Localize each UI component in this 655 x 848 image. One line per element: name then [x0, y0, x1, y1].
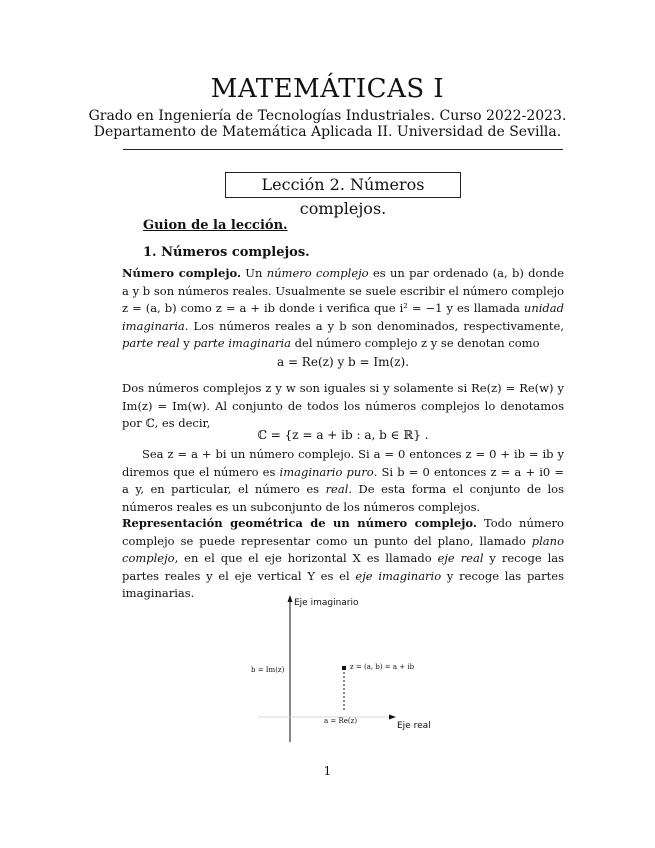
- text-run: , en el que el eje horizontal X es llamado: [174, 551, 438, 566]
- text-run: . Si b = 0 entonces z = a + i0 = a y, en particular, el número es: [122, 464, 565, 497]
- equation-re-im: a = Re(z) y b = Im(z).: [276, 355, 410, 369]
- emph-run: real: [325, 482, 349, 497]
- paragraph-equality: Dos números complejos z y w son iguales si y solamente si Re(z) = Re(w) y Im(z) = Im(w). Al conjunto de todos los números complejos lo denotamos por ℂ, es decir,: [122, 381, 564, 431]
- emph-run: parte imaginaria: [193, 336, 292, 351]
- paragraph-pure-imaginary: [122, 446, 564, 516]
- page-number: 1: [323, 764, 332, 778]
- emph-run: eje imaginario: [355, 568, 442, 583]
- course-subtitle-line2: Departamento de Matemática Aplicada II. Universidad de Sevilla.: [93, 124, 562, 140]
- equation-set-c: ℂ = {z = a + ib : a, b ∈ ℝ} .: [257, 428, 429, 442]
- real-axis-arrow: [389, 715, 396, 720]
- text-run: Un: [240, 266, 267, 280]
- complex-plane-figure: [240, 592, 460, 747]
- real-part-label: a = Re(z): [324, 717, 358, 725]
- text-run: . Los números reales a y b son denominados, respectivamente,: [184, 318, 564, 333]
- point-label: z = (a, b) = a + ib: [350, 663, 415, 671]
- imaginary-axis-arrow: [288, 595, 293, 602]
- emph-run: eje real: [437, 551, 484, 566]
- text-run: Todo número complejo se puede representar como un punto del plano, llamado: [122, 516, 564, 548]
- emph-run: parte real: [122, 336, 180, 351]
- text-run: y recoge las partes reales y el eje vertical Y es el: [122, 551, 565, 583]
- text-run: y: [179, 336, 194, 351]
- paragraph-complex-number: [122, 265, 564, 353]
- text-run: . De esta forma el conjunto de los números reales es un subconjunto de los números complejos.: [122, 482, 564, 514]
- lesson-title: Lección 2. Números complejos.: [261, 175, 425, 218]
- real-axis-label: Eje real: [397, 721, 431, 731]
- text-run: Sea z = a + bi un número complejo. Si a = 0 entonces z = 0 + ib = ib y diremos que el número es: [122, 447, 564, 479]
- term-geometric: Representación geométrica de un número complejo.: [122, 516, 477, 530]
- emph-run: unidad imaginaria: [122, 301, 564, 333]
- text-run: y recoge las partes imaginarias.: [122, 568, 564, 601]
- section-heading: 1. Números complejos.: [143, 245, 310, 260]
- course-subtitle-line1: Grado en Ingeniería de Tecnologías Industriales. Curso 2022-2023.: [88, 108, 567, 124]
- header-divider: [123, 149, 563, 150]
- paragraph-geometric: [122, 515, 564, 603]
- emph-run: plano complejo: [122, 533, 564, 566]
- course-title: MATEMÁTICAS I: [210, 74, 445, 104]
- term-complex-number: Número complejo.: [122, 266, 241, 280]
- emph-run: imaginario puro: [279, 464, 374, 479]
- emph-run: número complejo: [266, 266, 369, 280]
- text-run: es un par ordenado (a, b) donde a y b son números reales. Usualmente se suele escribir el número complejo z = (a, b) como z = a + ib donde i verifica que i² = −1 y es llamada: [122, 266, 564, 316]
- imaginary-axis-label: Eje imaginario: [294, 598, 359, 608]
- lesson-title-box: [225, 172, 461, 218]
- imaginary-part-label: b = Im(z): [251, 666, 285, 674]
- outline-heading: Guion de la lección.: [143, 218, 288, 233]
- text-run: del número complejo z y se denotan como: [291, 336, 540, 351]
- complex-point: [342, 666, 346, 670]
